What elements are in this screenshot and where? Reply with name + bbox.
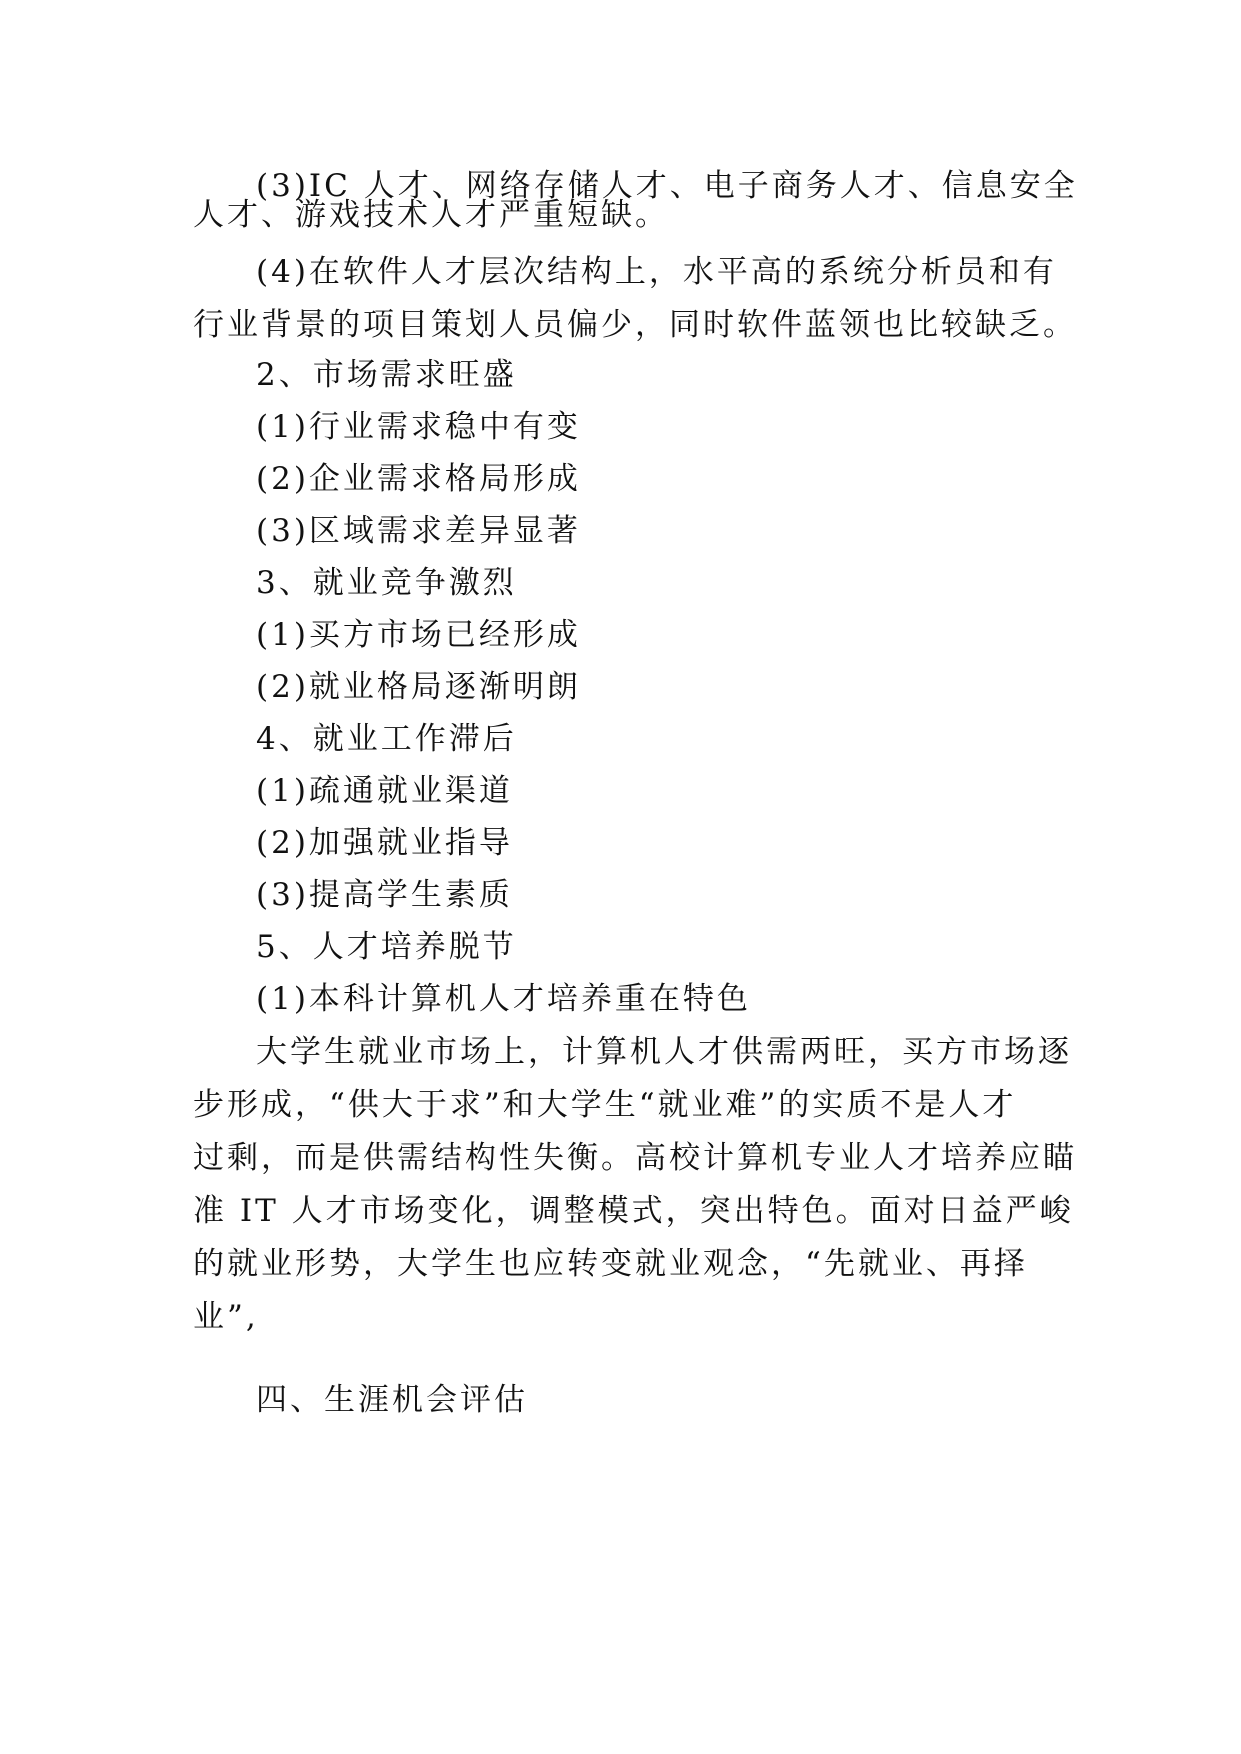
list-item: (1)疏通就业渠道 [256,773,513,809]
text-line: 大学生就业市场上，计算机人才供需两旺，买方市场逐 [256,1034,1072,1070]
text-line: (3)IC 人才、网络存储人才、电子商务人才、信息安全 [256,168,1078,204]
section-heading: 3、就业竞争激烈 [256,565,517,601]
section-heading: 四、生涯机会评估 [256,1382,528,1418]
list-item: (2)加强就业指导 [256,825,513,861]
text-line: 的就业形势，大学生也应转变就业观念，“先就业、再择 [193,1246,1028,1282]
list-item: (1)本科计算机人才培养重在特色 [256,981,751,1017]
text-line: 步形成，“供大于求”和大学生“就业难”的实质不是人才 [193,1087,1017,1123]
section-heading: 5、人才培养脱节 [256,929,517,965]
list-item: (2)就业格局逐渐明朗 [256,669,581,705]
list-item: (2)企业需求格局形成 [256,461,581,497]
text-line: (4)在软件人才层次结构上，水平高的系统分析员和有 [256,254,1057,290]
text-line: 人才、游戏技术人才严重短缺。 [193,197,669,233]
text-line: 准 IT 人才市场变化，调整模式，突出特色。面对日益严峻 [193,1193,1074,1229]
list-item: (3)区域需求差异显著 [256,513,581,549]
section-heading: 2、市场需求旺盛 [256,357,517,393]
list-item: (1)买方市场已经形成 [256,617,581,653]
text-line: 业”, [193,1299,259,1335]
list-item: (3)提高学生素质 [256,877,513,913]
text-line: 过剩，而是供需结构性失衡。高校计算机专业人才培养应瞄 [193,1140,1077,1176]
list-item: (1)行业需求稳中有变 [256,409,581,445]
section-heading: 4、就业工作滞后 [256,721,517,757]
text-line: 行业背景的项目策划人员偏少，同时软件蓝领也比较缺乏。 [193,307,1077,343]
